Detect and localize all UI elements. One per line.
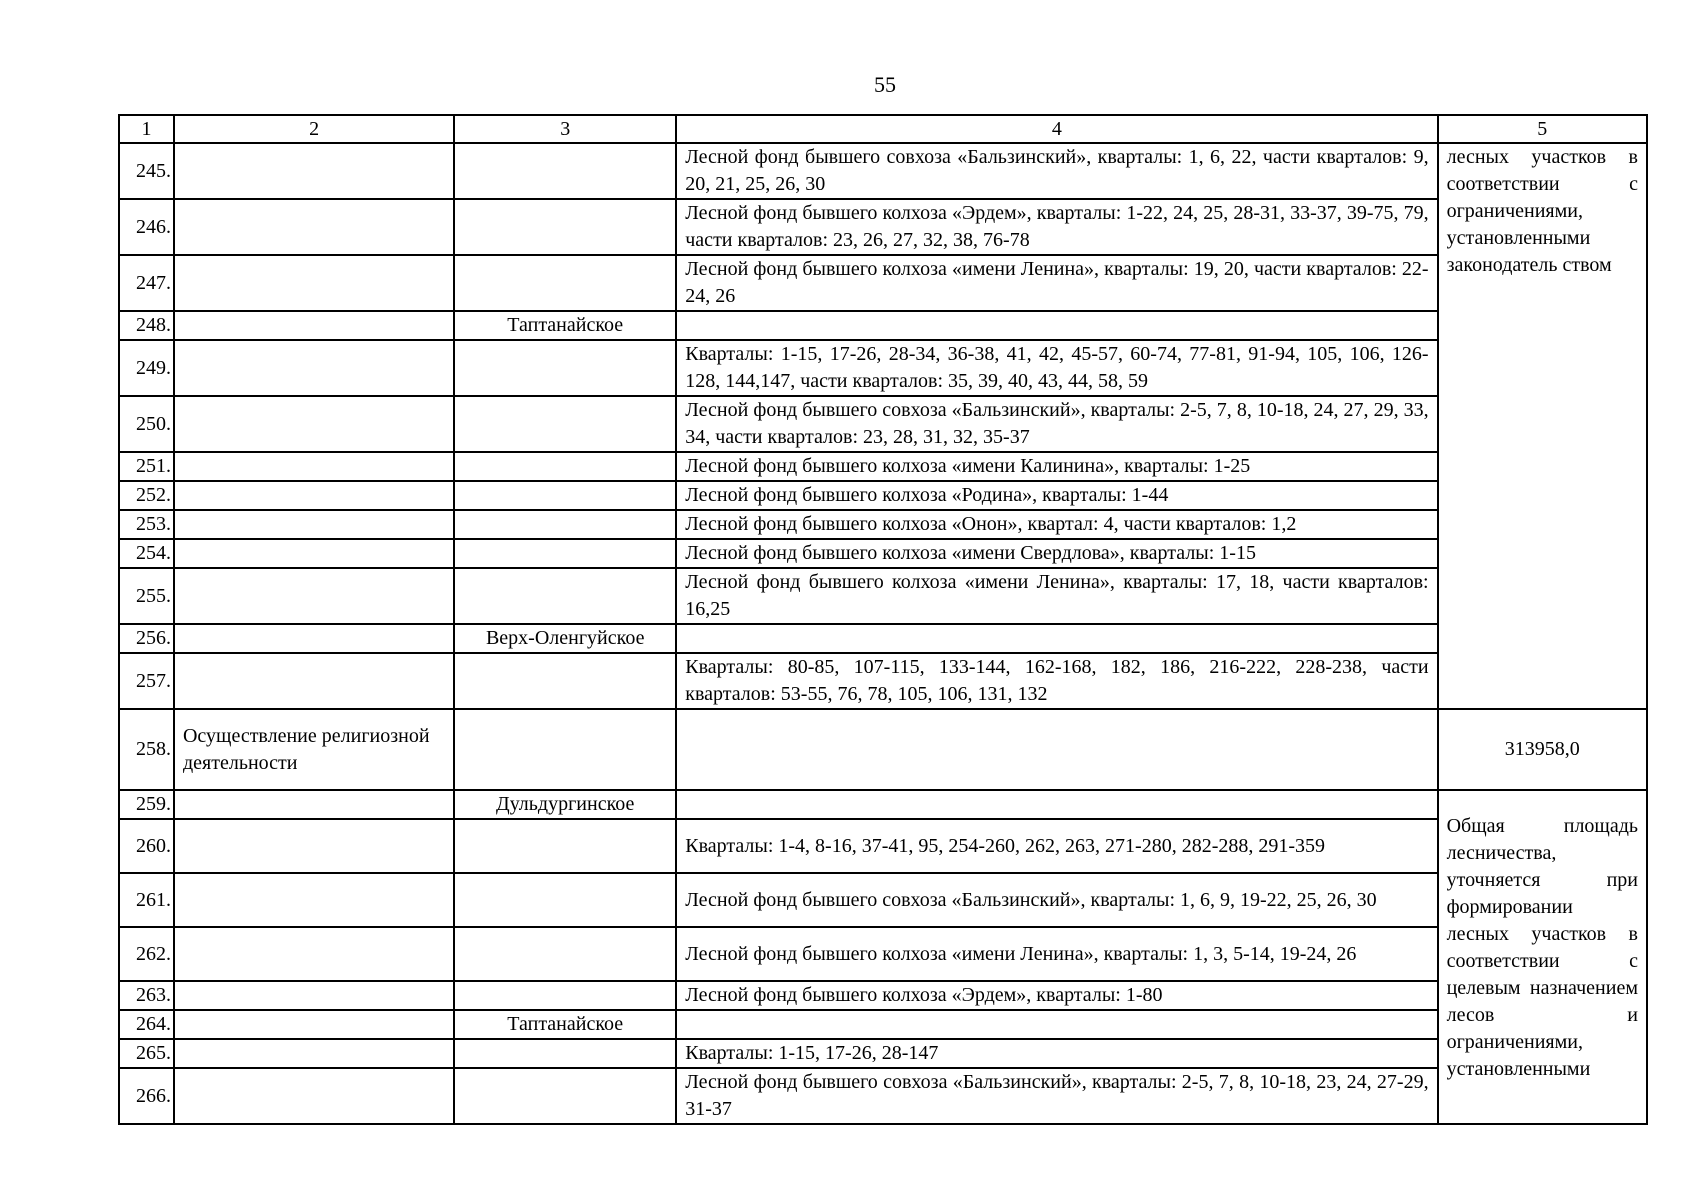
district-cell — [454, 143, 676, 199]
row-number: 266. — [119, 1068, 174, 1124]
quarters-cell: Лесной фонд бывшего совхоза «Бальзинский», кварталы: 2-5, 7, 8, 10-18, 23, 24, 27-29, 31-37 — [676, 1068, 1437, 1124]
district-cell — [454, 481, 676, 510]
area-cell: Общая площадь лесничества, уточняется при формировании лесных участков в соответствии с целевым назначением лесов и ограничениями, установленными — [1438, 790, 1647, 1124]
forest-table — [118, 114, 1648, 1125]
table-row — [119, 452, 1647, 481]
quarters-cell: Лесной фонд бывшего колхоза «имени Ленина», кварталы: 1, 3, 5-14, 19-24, 26 — [676, 927, 1437, 981]
district-cell — [454, 819, 676, 873]
district-cell — [454, 568, 676, 624]
area-cell: 313958,0 — [1438, 709, 1647, 790]
header-cell-4: 4 — [676, 115, 1437, 143]
row-number: 264. — [119, 1010, 174, 1039]
table-row — [119, 568, 1647, 624]
purpose-cell — [174, 624, 454, 653]
quarters-cell: Лесной фонд бывшего колхоза «Родина», кварталы: 1-44 — [676, 481, 1437, 510]
area-cell: лесных участков в соответствии с ограничениями, установленными законодатель ством — [1438, 143, 1647, 709]
table-row — [119, 539, 1647, 568]
quarters-cell: Лесной фонд бывшего совхоза «Бальзинский», кварталы: 2-5, 7, 8, 10-18, 24, 27, 29, 33, 34, части кварталов: 23, 28, 31, 32, 35-37 — [676, 396, 1437, 452]
row-number: 252. — [119, 481, 174, 510]
header-row — [119, 115, 1647, 143]
quarters-cell: Лесной фонд бывшего колхоза «Эрдем», кварталы: 1-22, 24, 25, 28-31, 33-37, 39-75, 79, части кварталов: 23, 26, 27, 32, 38, 76-78 — [676, 199, 1437, 255]
row-number: 263. — [119, 981, 174, 1010]
table-row — [119, 510, 1647, 539]
header-cell-5: 5 — [1438, 115, 1647, 143]
row-number: 249. — [119, 340, 174, 396]
quarters-cell: Кварталы: 1-15, 17-26, 28-34, 36-38, 41, 42, 45-57, 60-74, 77-81, 91-94, 105, 106, 126-128, 144,147, части кварталов: 35, 39, 40, 43, 44, 58, 59 — [676, 340, 1437, 396]
table-row — [119, 311, 1647, 340]
table-row — [119, 653, 1647, 709]
row-number: 265. — [119, 1039, 174, 1068]
quarters-cell: Кварталы: 1-4, 8-16, 37-41, 95, 254-260, 262, 263, 271-280, 282-288, 291-359 — [676, 819, 1437, 873]
row-number: 254. — [119, 539, 174, 568]
purpose-cell — [174, 981, 454, 1010]
quarters-cell: Лесной фонд бывшего колхоза «имени Свердлова», кварталы: 1-15 — [676, 539, 1437, 568]
purpose-cell — [174, 568, 454, 624]
district-cell: Таптанайское — [454, 1010, 676, 1039]
table-row — [119, 199, 1647, 255]
quarters-cell: Лесной фонд бывшего колхоза «Онон», квартал: 4, части кварталов: 1,2 — [676, 510, 1437, 539]
quarters-cell: Лесной фонд бывшего колхоза «имени Ленина», кварталы: 19, 20, части кварталов: 22-24, 26 — [676, 255, 1437, 311]
district-cell — [454, 653, 676, 709]
row-number: 248. — [119, 311, 174, 340]
district-cell — [454, 1068, 676, 1124]
purpose-cell — [174, 510, 454, 539]
purpose-cell — [174, 819, 454, 873]
purpose-cell — [174, 1039, 454, 1068]
quarters-cell: Лесной фонд бывшего совхоза «Бальзинский», кварталы: 1, 6, 9, 19-22, 25, 26, 30 — [676, 873, 1437, 927]
purpose-cell — [174, 340, 454, 396]
district-cell: Таптанайское — [454, 311, 676, 340]
purpose-cell — [174, 481, 454, 510]
district-cell — [454, 1039, 676, 1068]
district-cell — [454, 199, 676, 255]
district-cell — [454, 396, 676, 452]
table-row — [119, 143, 1647, 199]
quarters-cell: Лесной фонд бывшего колхоза «имени Ленина», кварталы: 17, 18, части кварталов: 16,25 — [676, 568, 1437, 624]
table-row — [119, 255, 1647, 311]
header-cell-1: 1 — [119, 115, 174, 143]
row-number: 246. — [119, 199, 174, 255]
quarters-cell — [676, 790, 1437, 819]
row-number: 255. — [119, 568, 174, 624]
purpose-cell — [174, 311, 454, 340]
quarters-cell: Кварталы: 80-85, 107-115, 133-144, 162-168, 182, 186, 216-222, 228-238, части кварталов: 53-55, 76, 78, 105, 106, 131, 132 — [676, 653, 1437, 709]
row-number: 262. — [119, 927, 174, 981]
purpose-cell — [174, 199, 454, 255]
quarters-cell: Лесной фонд бывшего колхоза «имени Калинина», кварталы: 1-25 — [676, 452, 1437, 481]
table-row — [119, 396, 1647, 452]
table-row — [119, 1010, 1647, 1039]
table-row — [119, 981, 1647, 1010]
purpose-cell — [174, 1010, 454, 1039]
table-row — [119, 624, 1647, 653]
row-number: 258. — [119, 709, 174, 790]
header-cell-2: 2 — [174, 115, 454, 143]
district-cell — [454, 539, 676, 568]
table-row — [119, 709, 1647, 790]
table-row — [119, 340, 1647, 396]
table-row — [119, 481, 1647, 510]
district-cell: Дульдургинское — [454, 790, 676, 819]
row-number: 260. — [119, 819, 174, 873]
purpose-cell — [174, 255, 454, 311]
quarters-cell — [676, 311, 1437, 340]
table-row — [119, 1068, 1647, 1124]
district-cell — [454, 873, 676, 927]
row-number: 259. — [119, 790, 174, 819]
row-number: 250. — [119, 396, 174, 452]
district-cell — [454, 340, 676, 396]
row-number: 253. — [119, 510, 174, 539]
district-cell: Верх-Оленгуйское — [454, 624, 676, 653]
row-number: 257. — [119, 653, 174, 709]
quarters-cell: Лесной фонд бывшего колхоза «Эрдем», кварталы: 1-80 — [676, 981, 1437, 1010]
district-cell — [454, 510, 676, 539]
district-cell — [454, 452, 676, 481]
purpose-cell: Осуществление религиозной деятельности — [174, 709, 454, 790]
quarters-cell — [676, 1010, 1437, 1039]
district-cell — [454, 927, 676, 981]
table-row — [119, 1039, 1647, 1068]
district-cell — [454, 255, 676, 311]
district-cell — [454, 709, 676, 790]
purpose-cell — [174, 143, 454, 199]
purpose-cell — [174, 539, 454, 568]
row-number: 247. — [119, 255, 174, 311]
header-cell-3: 3 — [454, 115, 676, 143]
table-row — [119, 873, 1647, 927]
quarters-cell — [676, 624, 1437, 653]
row-number: 245. — [119, 143, 174, 199]
table-row — [119, 790, 1647, 819]
purpose-cell — [174, 873, 454, 927]
row-number: 256. — [119, 624, 174, 653]
page-number: 55 — [874, 72, 896, 97]
quarters-cell: Кварталы: 1-15, 17-26, 28-147 — [676, 1039, 1437, 1068]
quarters-cell — [676, 709, 1437, 790]
table-row — [119, 927, 1647, 981]
purpose-cell — [174, 452, 454, 481]
row-number: 261. — [119, 873, 174, 927]
purpose-cell — [174, 790, 454, 819]
purpose-cell — [174, 653, 454, 709]
purpose-cell — [174, 927, 454, 981]
district-cell — [454, 981, 676, 1010]
row-number: 251. — [119, 452, 174, 481]
table-row — [119, 819, 1647, 873]
purpose-cell — [174, 1068, 454, 1124]
purpose-cell — [174, 396, 454, 452]
quarters-cell: Лесной фонд бывшего совхоза «Бальзинский», кварталы: 1, 6, 22, части кварталов: 9, 20, 21, 25, 26, 30 — [676, 143, 1437, 199]
